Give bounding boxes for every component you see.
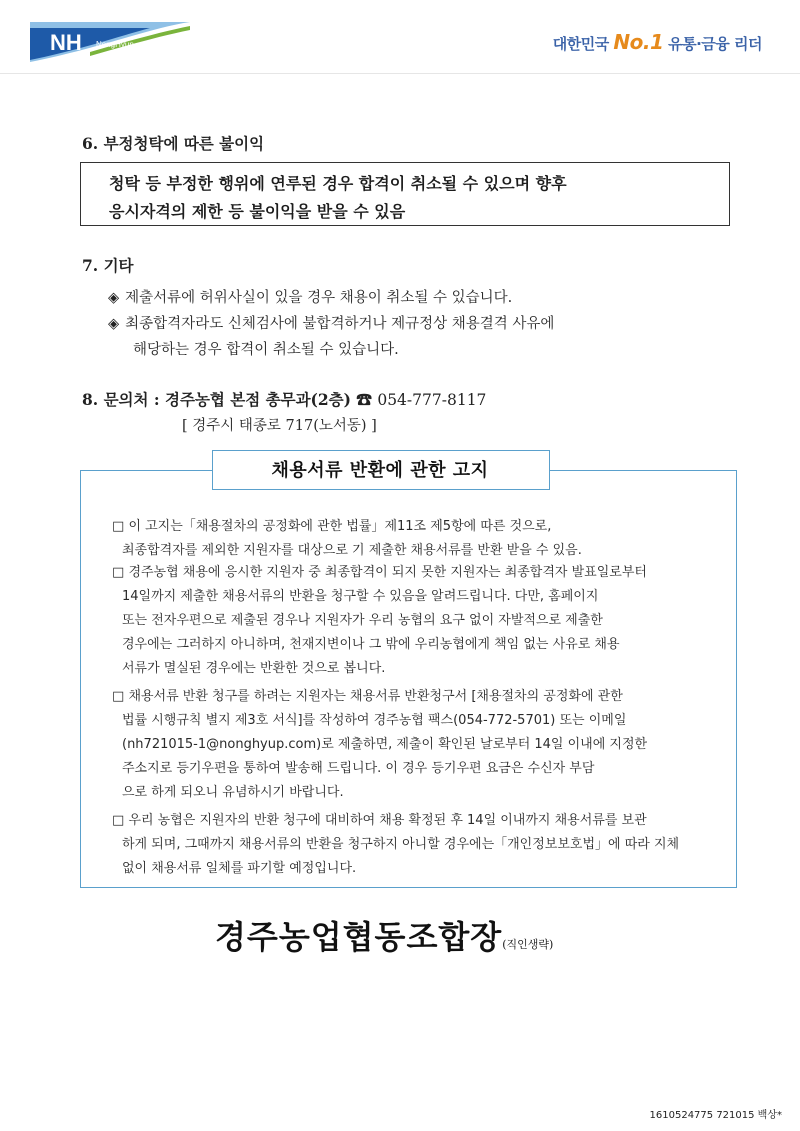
checkbox-icon: □ <box>112 565 125 580</box>
notice-p3-line3: (nh721015-1@nonghyup.com)로 제출하면, 제출이 확인된 날로부터 14일 이내에 지정한 <box>122 737 648 752</box>
notice-p2-line4: 경우에는 그러하지 아니하며, 천재지변이나 그 밖에 우리농협에게 책임 없는 사유로 채용 <box>122 637 620 652</box>
section7-item2-cont: 해당하는 경우 합격이 취소될 수 있습니다. <box>133 342 399 358</box>
phone-icon: ☎ <box>356 390 372 409</box>
section6-line1: 청탁 등 부정한 행위에 연루된 경우 합격이 취소될 수 있으며 향후 <box>109 174 567 193</box>
signature-name: 경주농업협동조합장 <box>215 918 503 956</box>
notice-p2-line3: 또는 전자우편으로 제출된 경우나 지원자가 우리 농협의 요구 없이 자발적으로 제출한 <box>122 613 603 628</box>
brand-tagline <box>553 30 762 54</box>
section7-item2 <box>108 312 554 333</box>
section7-item2-text: 최종합격자라도 신체검사에 불합격하거나 제규정상 채용결격 사유에 <box>125 316 555 332</box>
notice-p1-text: 이 고지는「채용절차의 공정화에 관한 법률」제11조 제5항에 따른 것으로, <box>128 519 552 534</box>
header-divider <box>0 73 800 74</box>
tagline-no1: No.1 <box>613 30 664 54</box>
section6-box <box>80 162 730 226</box>
notice-p4-line1 <box>112 809 647 828</box>
section7-item1 <box>108 286 512 307</box>
contact-address: [ 경주시 태종로 717(노서동) ] <box>182 418 377 434</box>
logo-sub-text: NongHyup <box>96 40 134 49</box>
notice-p1-line2: 최종합격자를 제외한 지원자를 대상으로 기 제출한 채용서류를 반환 받을 수 있음. <box>122 543 582 558</box>
notice-p2-line5: 서류가 멸실된 경우에는 반환한 것으로 봅니다. <box>122 661 386 676</box>
notice-p2-line1 <box>112 561 647 580</box>
notice-p3-line4: 주소지로 등기우편을 통하여 발송해 드립니다. 이 경우 등기우편 요금은 수신자 부담 <box>122 761 595 776</box>
logo-main-text: NH <box>50 30 82 55</box>
notice-p3-line5: 으로 하게 되오니 유념하시기 바랍니다. <box>122 785 344 800</box>
nh-logo <box>30 22 190 66</box>
footer-code: 1610524775 721015 백상* <box>649 1110 782 1121</box>
tagline-pre: 대한민국 <box>552 35 614 53</box>
notice-p3-text: 채용서류 반환 청구를 하려는 지원자는 채용서류 반환청구서 [채용절차의 공정화에 관한 <box>128 689 623 704</box>
notice-p4-text: 우리 농협은 지원자의 반환 청구에 대비하여 채용 확정된 후 14일 이내까지 채용서류를 보관 <box>128 813 647 828</box>
diamond-bullet-icon: ◈ <box>108 316 120 332</box>
notice-p4-line2: 하게 되며, 그때까지 채용서류의 반환을 청구하지 아니할 경우에는「개인정보보호법」에 따라 지체 <box>122 837 680 852</box>
contact-phone: 054-777-8117 <box>377 391 487 409</box>
section8-title: 8. 문의처 : 경주농협 본점 총무과(2층) <box>82 390 351 409</box>
notice-p3-line2: 법률 시행규칙 별지 제3호 서식]를 작성하여 경주농협 팩스(054-772-5701) 또는 이메일 <box>122 713 627 728</box>
section7-title: 7. 기타 <box>82 256 134 275</box>
notice-p4-line3: 없이 채용서류 일체를 파기할 예정입니다. <box>122 861 357 876</box>
notice-title: 채용서류 반환에 관한 고지 <box>271 460 489 481</box>
notice-p2-text: 경주농협 채용에 응시한 지원자 중 최종합격이 되지 못한 지원자는 최종합격자 발표일로부터 <box>128 565 647 580</box>
checkbox-icon: □ <box>112 813 125 828</box>
nh-logo-mark <box>30 22 190 66</box>
notice-p1-line1 <box>112 515 551 534</box>
section6-line2: 응시자격의 제한 등 불이익을 받을 수 있음 <box>109 202 406 221</box>
tagline-post: 유통·금융 리더 <box>663 35 762 53</box>
checkbox-icon: □ <box>112 689 125 704</box>
signature-note: (직인생략) <box>502 938 554 951</box>
signature <box>215 912 553 958</box>
section7-item1-text: 제출서류에 허위사실이 있을 경우 채용이 취소될 수 있습니다. <box>125 290 513 306</box>
notice-p3-line1 <box>112 685 623 704</box>
section8-contact <box>82 388 486 410</box>
section6-title: 6. 부정청탁에 따른 불이익 <box>82 134 265 153</box>
checkbox-icon: □ <box>112 519 125 534</box>
diamond-bullet-icon: ◈ <box>108 290 120 306</box>
notice-p2-line2: 14일까지 제출한 채용서류의 반환을 청구할 수 있음을 알려드립니다. 다만, 홈페이지 <box>122 589 599 604</box>
